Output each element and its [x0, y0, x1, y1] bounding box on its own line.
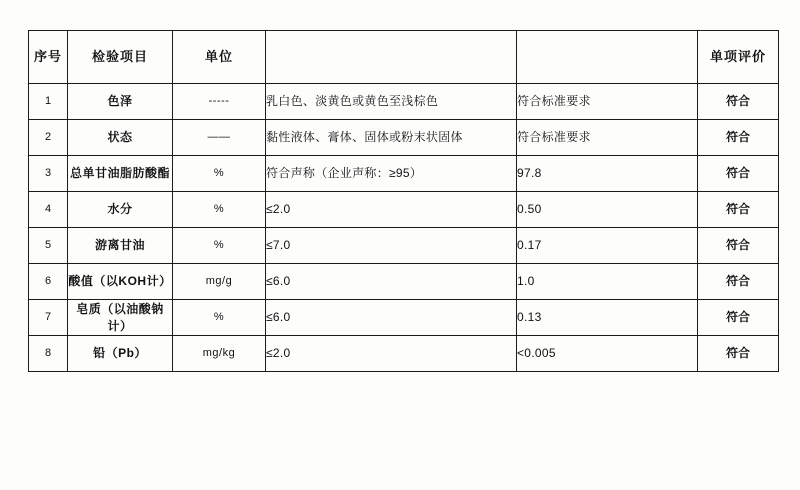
cell-no: 8 [29, 336, 68, 372]
cell-evaluation: 符合 [698, 156, 779, 192]
cell-result: 1.0 [517, 264, 698, 300]
cell-item: 总单甘油脂肪酸酯 [68, 156, 173, 192]
table-row [29, 300, 779, 336]
header-cell-no: 序号 [29, 31, 68, 84]
cell-item: 色泽 [68, 84, 173, 120]
cell-unit: ----- [173, 84, 266, 120]
cell-standard: ≤7.0 [266, 228, 517, 264]
cell-result: <0.005 [517, 336, 698, 372]
cell-no: 7 [29, 300, 68, 336]
table-row [29, 120, 779, 156]
cell-unit: —— [173, 120, 266, 156]
cell-standard: ≤2.0 [266, 192, 517, 228]
inspection-results-table-wrapper [28, 30, 772, 372]
cell-unit: % [173, 156, 266, 192]
header-cell-item: 检验项目 [68, 31, 173, 84]
cell-result: 0.17 [517, 228, 698, 264]
cell-no: 2 [29, 120, 68, 156]
cell-evaluation: 符合 [698, 192, 779, 228]
cell-no: 4 [29, 192, 68, 228]
inspection-results-table [28, 30, 779, 372]
cell-unit: mg/g [173, 264, 266, 300]
cell-no: 5 [29, 228, 68, 264]
cell-evaluation: 符合 [698, 336, 779, 372]
table-row [29, 192, 779, 228]
table-row [29, 264, 779, 300]
cell-result: 0.50 [517, 192, 698, 228]
cell-unit: % [173, 300, 266, 336]
cell-item: 水分 [68, 192, 173, 228]
cell-item: 铅（Pb） [68, 336, 173, 372]
table-row [29, 156, 779, 192]
table-row [29, 336, 779, 372]
cell-evaluation: 符合 [698, 264, 779, 300]
cell-no: 6 [29, 264, 68, 300]
header-cell-standard [266, 31, 517, 84]
cell-evaluation: 符合 [698, 300, 779, 336]
cell-no: 3 [29, 156, 68, 192]
cell-result: 97.8 [517, 156, 698, 192]
cell-unit: % [173, 192, 266, 228]
header-cell-result [517, 31, 698, 84]
cell-standard: 符合声称（企业声称：≥95） [266, 156, 517, 192]
cell-standard: 黏性液体、膏体、固体或粉末状固体 [266, 120, 517, 156]
cell-item: 皂质（以油酸钠计） [68, 300, 173, 336]
cell-result: 符合标准要求 [517, 120, 698, 156]
cell-result: 符合标准要求 [517, 84, 698, 120]
cell-standard: ≤6.0 [266, 264, 517, 300]
cell-unit: mg/kg [173, 336, 266, 372]
header-cell-unit: 单位 [173, 31, 266, 84]
cell-unit: % [173, 228, 266, 264]
cell-standard: ≤6.0 [266, 300, 517, 336]
cell-no: 1 [29, 84, 68, 120]
cell-standard: ≤2.0 [266, 336, 517, 372]
cell-result: 0.13 [517, 300, 698, 336]
header-cell-evaluation: 单项评价 [698, 31, 779, 84]
cell-item: 游离甘油 [68, 228, 173, 264]
cell-item: 状态 [68, 120, 173, 156]
table-row [29, 228, 779, 264]
cell-evaluation: 符合 [698, 120, 779, 156]
cell-evaluation: 符合 [698, 228, 779, 264]
table-row [29, 84, 779, 120]
table-header-row [29, 31, 779, 84]
cell-standard: 乳白色、淡黄色或黄色至浅棕色 [266, 84, 517, 120]
cell-item: 酸值（以KOH计） [68, 264, 173, 300]
cell-evaluation: 符合 [698, 84, 779, 120]
